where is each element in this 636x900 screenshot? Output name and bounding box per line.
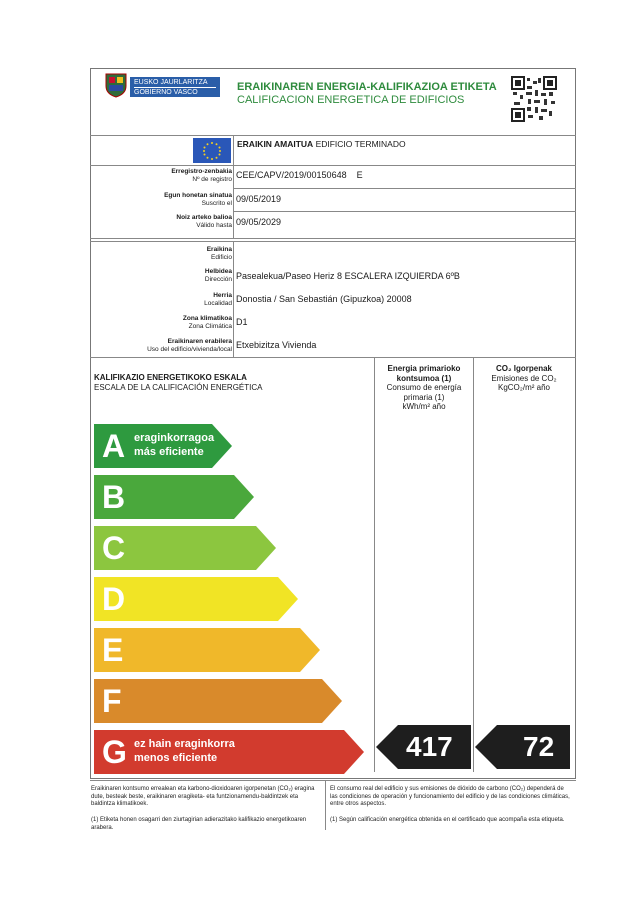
valid-until-date: 09/05/2029 [236,217,282,227]
status-es: EDIFICIO TERMINADO [315,139,406,149]
gov-name-eu: EUSKO JAURLARITZA [134,79,208,86]
footer-ref-es: (1) Según calificación energética obtenida en el certificado que acompaña esta etiqueta. [330,817,565,823]
registry-number-label: Erregistro-zenbakia Nº de registro [171,168,232,183]
address-value: Pasealekua/Paseo Heriz 8 ESCALERA IZQUIERDA 6ºB [236,271,460,281]
scale-title [94,373,263,393]
energy-class-c [94,526,276,570]
gov-name-box [130,77,220,97]
title-eu: ERAIKINAREN ENERGIA-KALIFIKAZIOA ETIKETA [237,81,497,93]
footer-note-es: El consumo real del edificio y sus emisiones de dióxido de carbono (CO₂) dependerá de las condiciones de operación y funcionamiento del edificio y de las condiciones climáticas, entre otros aspectos. [330,786,570,807]
energy-class-text-es: menos eficiente [134,752,218,764]
energy-class-text-eu: ez hain eraginkorra [134,738,235,750]
emissions-header: CO₂ Igorpenak Emisiones de CO₂ KgCO₂/m² año [491,364,557,392]
registry-number: CEE/CAPV/2019/00150648 E [236,170,363,180]
scale-title-es: ESCALA DE LA CALIFICACIÓN ENERGÉTICA [94,383,263,392]
climate-zone-value: D1 [236,317,248,327]
status-eu: ERAIKIN AMAITUA [237,139,314,149]
footer-ref-eu: (1) Etiketa honen osagarri den ziurtagirian adierazitako kalifikazio energetikoaren arabera. [91,817,307,831]
gov-name-es: GOBIERNO VASCO [134,87,216,97]
energy-class-g [94,730,364,774]
energy-class-arrow [94,628,320,672]
energy-class-b [94,475,254,519]
energy-class-d [94,577,298,621]
energy-class-a [94,424,232,468]
qr-code [511,76,557,122]
consumption-result [376,725,471,769]
valid-until-label: Noiz arteko balioa Válido hasta [176,214,232,229]
energy-class-e [94,628,320,672]
energy-class-letter: E [102,632,124,668]
energy-class-text-eu: eraginkorragoa [134,432,215,444]
emissions-value: 72 [523,731,555,762]
title-es: CALIFICACION ENERGETICA DE EDIFICIOS [237,94,465,106]
energy-class-letter: C [102,530,126,566]
eu-flag [193,138,231,163]
signed-date-label: Egun honetan sinatua Suscrito el [164,192,232,207]
consumption-header: Energia primarioko kontsumoa (1) Consumo de energía primaria (1) kWh/m² año [386,364,462,411]
climate-zone-label: Zona klimatikoa Zona Climática [182,315,232,330]
building-status [237,139,406,149]
scale-title-eu: KALIFIKAZIO ENERGETIKOKO ESKALA [94,373,247,382]
consumption-value: 417 [406,731,453,762]
energy-class-f [94,679,342,723]
locality-label: Herria Localidad [204,292,232,307]
energy-class-arrow [94,679,342,723]
energy-class-letter: F [102,683,122,719]
energy-class-letter: D [102,581,126,617]
building-label: Eraikina Edificio [206,246,232,261]
building-use-value: Etxebizitza Vivienda [236,340,317,350]
signed-date: 09/05/2019 [236,194,282,204]
building-use-label: Eraikinaren erabilera Uso del edificio/vivienda/local [147,338,232,353]
energy-class-letter: B [102,479,126,515]
address-label: Helbidea Dirección [204,268,232,283]
energy-class-letter: A [102,428,126,464]
energy-class-text-es: más eficiente [134,446,204,458]
footer-note-eu: Eraikinaren kontsumo errealean eta karbono-dioxidoaren igorpenetan (CO₂) eragina dute, besteak beste, eraikinaren eragiketa- eta funtzionamendu-baldintzek eta baldintza klimatikoek. [91,786,315,807]
emissions-result [475,725,570,769]
basque-gov-logo [104,72,128,98]
energy-class-letter: G [102,734,127,770]
locality-value: Donostia / San Sebastián (Gipuzkoa) 20008 [236,294,412,304]
